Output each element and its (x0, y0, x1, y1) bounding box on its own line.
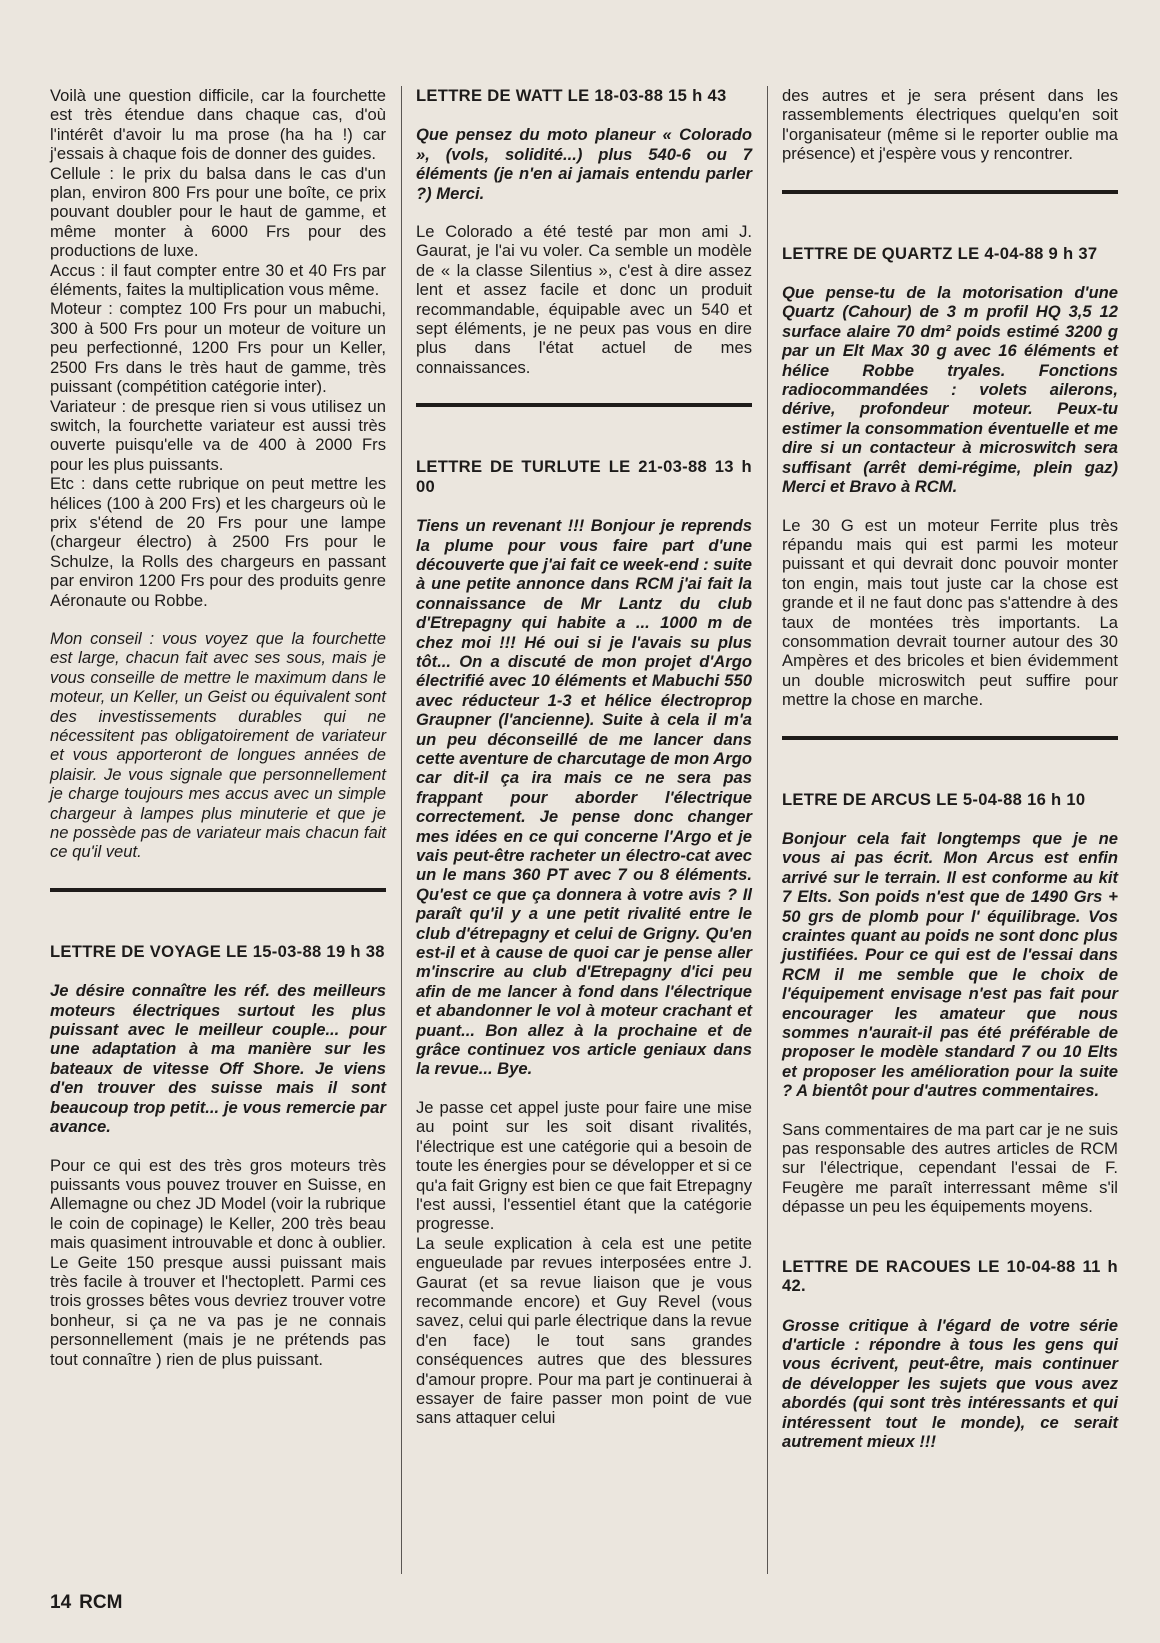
etc-paragraph: Etc : dans cette rubrique on peut mettre les hélices (100 à 200 Frs) et les chargeurs où le prix s'étend de 20 Frs pour une lampe (chargeur électro) à 2500 Frs pour le Schulze, la Rolls des chargeurs en passant par environ 1200 Frs pour des produits genre Aéronaute ou Robbe. (50, 474, 386, 610)
quartz-question: Que pense-tu de la motorisation d'une Quartz (Cahour) de 3 m profil HQ 3,5 12 surface alaire 70 dm² poids estimé 3200 g par un Elt Max 30 g avec 16 éléments et hélice Robbe tryales. Fonctions radiocommandées : volets ailerons, dérive, profondeur moteur. Peux-tu estimer la consommation éventuelle et me dire si un contacteur à microswitch sera suffisant (arrêt demi-régime, plein gaz) Merci et Bravo à RCM. (782, 283, 1118, 497)
turlute-answer-1: Je passe cet appel juste pour faire une mise au point sur les soit disant rivalités, l'électrique est une catégorie qui a besoin de toute les énergies pour se développer et si ce qu'a fait Grigny est bien ce que fait Etrepagny l'est aussi, l'essentiel étant que la catégorie progresse. (416, 1097, 752, 1234)
moteur-paragraph: Moteur : comptez 100 Frs pour un mabuchi, 300 à 500 Frs pour un moteur de voiture un peu perfectionné, 1200 Frs pour un Keller, 2500 Frs dans le très haut de gamme, très puissant (compétition catégorie inter). (50, 299, 386, 397)
accus-paragraph: Accus : il faut compter entre 30 et 40 Frs par éléments, faites la multiplication vous même. (50, 260, 386, 300)
voyage-answer: Pour ce qui est des très gros moteurs très puissants vous pouvez trouver en Suisse, en Allemagne ou chez JD Model (voir la rubrique le coin de copinage) le Keller, 200 très beau mais quasiment introuvable et donc à oublier. Le Geite 150 presque aussi puissant mais très facile à trouver et l'hectoplett. Parmi ces trois grosses bêtes vous devriez trouver votre bonheur, si ça ne va pas je ne connais personnellement (mais je ne prétends pas tout connaître ) rien de plus puissant. (50, 1155, 386, 1369)
page-footer (50, 1592, 122, 1614)
watt-heading: LETTRE DE WATT LE 18-03-88 15 h 43 (416, 86, 727, 105)
watt-answer: Le Colorado a été testé par mon ami J. Gaurat, je l'ai vu voler. Ca semble un modèle de « la classe Silentius », c'est à dire assez lent et assez facile et donc un produit recommandable, équipable avec un 540 et sept éléments, je ne peux pas vous en dire plus dans l'état actuel de mes connaissances. (416, 222, 752, 377)
section-rule (416, 403, 752, 407)
voyage-question: Je désire connaître les réf. des meilleurs moteurs électriques surtout les plus puissant avec le meilleur couple... pour une adaptation à ma manière sur les bateaux de vitesse Off Shore. Je viens d'en trouver des suisse mais il sont beaucoup trop petit... je vous remercie par avance. (50, 981, 386, 1137)
section-rule (782, 736, 1118, 740)
variateur-paragraph: Variateur : de presque rien si vous utilisez un switch, la fourchette variateur est aussi très ouverte puisqu'elle va de 400 à 2000 Frs pour les plus puissants. (50, 396, 386, 474)
turlute-heading: LETTRE DE TURLUTE LE 21-03-88 13 h 00 (416, 457, 752, 496)
arcus-question: Bonjour cela fait longtemps que je ne vous ai pas écrit. Mon Arcus est enfin arrivé sur le terrain. Il est conforme au kit 7 Elts. Son poids n'est que de 1490 Grs + 50 grs de plomb pour l' équilibrage. Vos craintes quant au poids ne sont donc plus justifiées. Pour ce qui est de l'essai dans RCM il me semble que le choix de l'équipement envisage n'est pas fait pour encourager les amateur que nous sommes n'aurait-il pas été préférable de proposer le modèle standard 7 ou 10 Elts et proposer les amélioration pour la suite ? A bientôt pour d'autres commentaires. (782, 828, 1118, 1101)
column-separator (767, 86, 768, 1574)
arcus-answer: Sans commentaires de ma part car je ne suis pas responsable des autres articles de RCM sur l'électrique, cependant l'essai de F. Feugère me paraît interressant même s'il dépasse un peu les équipements moyens. (782, 1119, 1118, 1217)
arcus-heading: LETRE DE ARCUS LE 5-04-88 16 h 10 (782, 789, 1086, 809)
column-separator (401, 86, 402, 1574)
quartz-answer: Le 30 G est un moteur Ferrite plus très répandu mais qui est parmi les moteur puissant et qui devrait donc pouvoir monter ton engin, mais tout juste car la chose est grande et il ne faut donc pas s'attendre à des taux de montées très importants. La consommation devrait tourner autour des 30 Ampères et des bricoles et bien évidemment un double microswitch peut suffire pour mettre la chose en marche. (782, 515, 1118, 710)
racoues-heading: LETTRE DE RACOUES LE 10-04-88 11 h 42. (782, 1256, 1118, 1296)
magazine-name: RCM (79, 1592, 123, 1613)
turlute-answer-2: La seule explication à cela est une petite engueulade par revues interposées entre J. Gaurat (et sa revue liaison que je vous recommande encore) et Guy Revel (vous savez, celui qui parle électrique dans la revue d'en face) le tout sans grandes conséquences autres que des blessures d'amour propre. Pour ma part je continuerai à essayer de faire passer mon point de vue sans attaquer celui (416, 1233, 752, 1428)
conseil-paragraph: Mon conseil : vous voyez que la fourchette est large, chacun fait avec ses sous, mais je vous conseille de mettre le maximum dans le moteur, un Keller, un Geist ou équivalent sont des investissements durables qui ne nécessitent pas obligatoirement de variateur et vous apporteront de longues années de plaisir. Je vous signale que personnellement je charge toujours mes accus avec un simple chargeur à lampes plus minuterie et que je ne possède pas de variateur mais chacun fait ce qu'il veut. (50, 628, 386, 862)
intro-paragraph: Voilà une question difficile, car la fourchette est très étendue dans chaque cas, d'où l'intérêt d'avoir lu ma prose (ha ha !) car j'essais à chaque fois de donner des guides. (50, 86, 386, 164)
voyage-heading: LETTRE DE VOYAGE LE 15-03-88 19 h 38 (50, 941, 385, 961)
page-number: 14 (50, 1592, 72, 1613)
section-rule (50, 888, 386, 892)
column-left (50, 86, 386, 1369)
column-middle (416, 86, 752, 1428)
watt-question: Que pensez du moto planeur « Colorado », (vols, solidité...) plus 540-6 ou 7 éléments (je n'en ai jamais entendu parler ?) Merci. (416, 125, 752, 203)
section-rule (782, 190, 1118, 194)
quartz-heading: LETTRE DE QUARTZ LE 4-04-88 9 h 37 (782, 243, 1098, 263)
cellule-paragraph: Cellule : le prix du balsa dans le cas d'un plan, environ 800 Frs pour une boîte, ce prix pouvant doubler pour le haut de gamme, et même monter à 6000 Frs pour des productions de luxe. (50, 163, 386, 261)
column-right (782, 86, 1118, 1451)
continuation-paragraph: des autres et je sera présent dans les rassemblements électriques quelqu'en soit l'organisateur (même si le reporter oublie ma présence) et j'espère vous y rencontrer. (782, 86, 1118, 164)
racoues-question: Grosse critique à l'égard de votre série d'article : répondre à tous les gens qui vous écrivent, peut-être, mais continuer de développer les sujets que vous avez abordés (qui sont très intéressants et qui intéressent tout le monde), ce serait autrement mieux !!! (782, 1315, 1118, 1451)
turlute-question: Tiens un revenant !!! Bonjour je reprends la plume pour vous faire part d'une découverte que j'ai fait ce week-end : suite à une petite annonce dans RCM j'ai fait la connaissance de Mr Lantz du club d'Etrepagny qui habite a ... 1000 m de chez moi !!! Hé oui si je l'avais su plus tôt... On a discuté de mon projet d'Argo électrifié avec 10 éléments et Mabuchi 550 avec réducteur 1-3 et hélice électroprop Graupner (l'ancienne). Suite à cela il m'a un peu déconseillé de me lancer dans cette aventure de charcutage de mon Argo car dit-il ça ira mais ce ne sera pas frappant pour aborder l'électrique correctement. Je pense donc changer mes idées en ce qui concerne l'Argo et je vais peut-être racheter un électro-cat avec un le mans 360 PT avec 7 ou 8 éléments. Qu'est ce que ça donnera à votre avis ? Il paraît qu'il y a une petit rivalité entre le club d'étrepagny et celui de Grigny. Qu'en est-il et à cause de quoi car je pense aller m'inscrire au club d'Etrepagny d'ici peu afin de me lancer à fond dans l'électrique et abandonner le vol à moteur crachant et puant... Bon allez à la prochaine et de grâce continuez vos article geniaux dans la revue... Bye. (416, 516, 752, 1079)
